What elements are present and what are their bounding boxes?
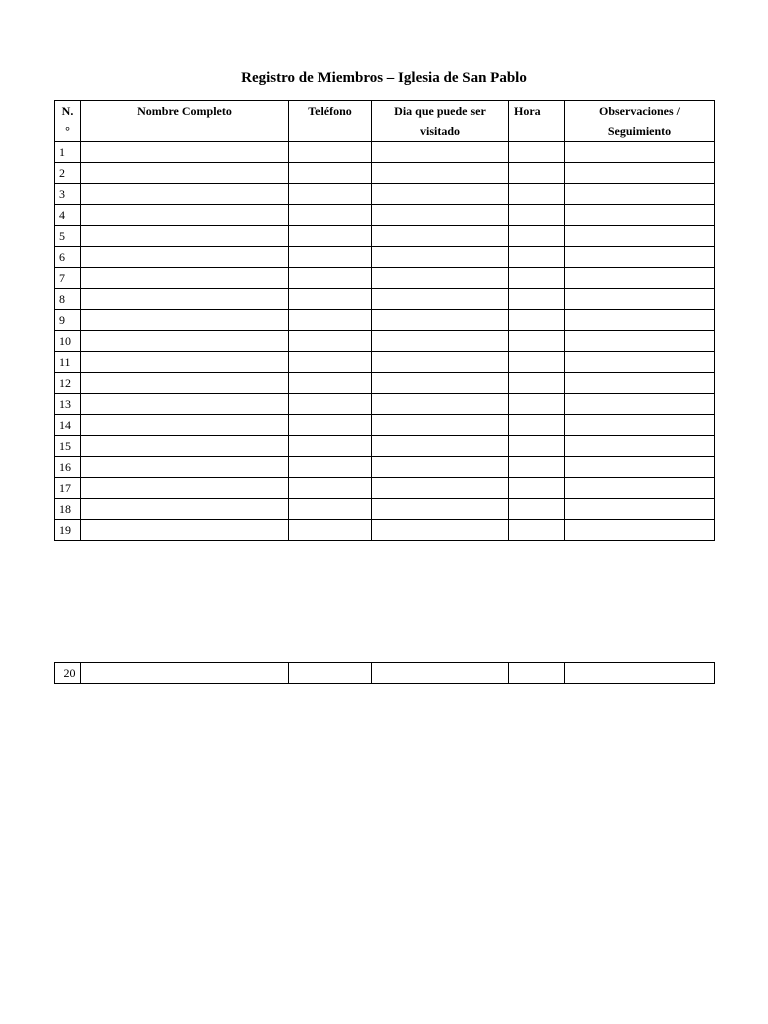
cell-full-name[interactable] bbox=[81, 436, 289, 457]
cell-visit-day[interactable] bbox=[372, 520, 509, 541]
cell-visit-day[interactable] bbox=[372, 289, 509, 310]
cell-notes[interactable] bbox=[565, 415, 715, 436]
header-hour: Hora bbox=[509, 101, 565, 142]
cell-notes[interactable] bbox=[565, 394, 715, 415]
cell-visit-day[interactable] bbox=[372, 478, 509, 499]
row-number: 20 bbox=[55, 663, 81, 684]
row-number: 10 bbox=[55, 331, 81, 352]
cell-full-name[interactable] bbox=[81, 268, 289, 289]
cell-visit-day[interactable] bbox=[372, 373, 509, 394]
cell-notes[interactable] bbox=[565, 520, 715, 541]
cell-hour[interactable] bbox=[509, 436, 565, 457]
row-number: 4 bbox=[55, 205, 81, 226]
table-row bbox=[55, 457, 715, 478]
cell-visit-day[interactable] bbox=[372, 663, 509, 684]
row-number: 11 bbox=[55, 352, 81, 373]
cell-hour[interactable] bbox=[509, 310, 565, 331]
cell-phone[interactable] bbox=[289, 331, 372, 352]
table-row bbox=[55, 373, 715, 394]
table-row bbox=[55, 247, 715, 268]
cell-full-name[interactable] bbox=[81, 352, 289, 373]
cell-full-name[interactable] bbox=[81, 247, 289, 268]
cell-hour[interactable] bbox=[509, 499, 565, 520]
cell-full-name[interactable] bbox=[81, 457, 289, 478]
row-number: 5 bbox=[55, 226, 81, 247]
cell-visit-day[interactable] bbox=[372, 310, 509, 331]
cell-visit-day[interactable] bbox=[372, 247, 509, 268]
header-full-name: Nombre Completo bbox=[81, 101, 289, 142]
cell-phone[interactable] bbox=[289, 520, 372, 541]
cell-notes[interactable] bbox=[565, 310, 715, 331]
cell-full-name[interactable] bbox=[81, 415, 289, 436]
cell-phone[interactable] bbox=[289, 247, 372, 268]
cell-hour[interactable] bbox=[509, 205, 565, 226]
table-row bbox=[55, 163, 715, 184]
cell-hour[interactable] bbox=[509, 268, 565, 289]
cell-full-name[interactable] bbox=[81, 226, 289, 247]
cell-visit-day[interactable] bbox=[372, 331, 509, 352]
cell-visit-day[interactable] bbox=[372, 415, 509, 436]
cell-hour[interactable] bbox=[509, 520, 565, 541]
row-number: 16 bbox=[55, 457, 81, 478]
cell-phone[interactable] bbox=[289, 205, 372, 226]
cell-phone[interactable] bbox=[289, 663, 372, 684]
table-row bbox=[55, 520, 715, 541]
cell-full-name[interactable] bbox=[81, 184, 289, 205]
cell-notes[interactable] bbox=[565, 142, 715, 163]
row-number: 6 bbox=[55, 247, 81, 268]
cell-phone[interactable] bbox=[289, 478, 372, 499]
cell-full-name[interactable] bbox=[81, 663, 289, 684]
cell-notes[interactable] bbox=[565, 247, 715, 268]
cell-visit-day[interactable] bbox=[372, 499, 509, 520]
cell-notes[interactable] bbox=[565, 331, 715, 352]
cell-hour[interactable] bbox=[509, 289, 565, 310]
cell-phone[interactable] bbox=[289, 226, 372, 247]
cell-phone[interactable] bbox=[289, 373, 372, 394]
table-row bbox=[55, 205, 715, 226]
header-notes: Observaciones / Seguimiento bbox=[565, 101, 715, 142]
cell-phone[interactable] bbox=[289, 289, 372, 310]
cell-full-name[interactable] bbox=[81, 142, 289, 163]
cell-notes[interactable] bbox=[565, 226, 715, 247]
cell-phone[interactable] bbox=[289, 310, 372, 331]
cell-phone[interactable] bbox=[289, 436, 372, 457]
row-number: 17 bbox=[55, 478, 81, 499]
cell-notes[interactable] bbox=[565, 163, 715, 184]
cell-visit-day[interactable] bbox=[372, 142, 509, 163]
cell-notes[interactable] bbox=[565, 205, 715, 226]
cell-full-name[interactable] bbox=[81, 289, 289, 310]
cell-notes[interactable] bbox=[565, 499, 715, 520]
cell-hour[interactable] bbox=[509, 373, 565, 394]
cell-notes[interactable] bbox=[565, 663, 715, 684]
table-row bbox=[55, 436, 715, 457]
header-phone: Teléfono bbox=[289, 101, 372, 142]
row-number: 13 bbox=[55, 394, 81, 415]
table-row bbox=[55, 415, 715, 436]
cell-full-name[interactable] bbox=[81, 478, 289, 499]
cell-phone[interactable] bbox=[289, 268, 372, 289]
cell-notes[interactable] bbox=[565, 289, 715, 310]
cell-notes[interactable] bbox=[565, 184, 715, 205]
cell-hour[interactable] bbox=[509, 457, 565, 478]
row-number: 3 bbox=[55, 184, 81, 205]
cell-notes[interactable] bbox=[565, 457, 715, 478]
cell-visit-day[interactable] bbox=[372, 436, 509, 457]
cell-phone[interactable] bbox=[289, 352, 372, 373]
cell-phone[interactable] bbox=[289, 457, 372, 478]
cell-phone[interactable] bbox=[289, 499, 372, 520]
cell-notes[interactable] bbox=[565, 436, 715, 457]
table-row bbox=[55, 499, 715, 520]
table-row bbox=[55, 352, 715, 373]
cell-phone[interactable] bbox=[289, 163, 372, 184]
cell-hour[interactable] bbox=[509, 247, 565, 268]
table-row bbox=[55, 394, 715, 415]
cell-hour[interactable] bbox=[509, 663, 565, 684]
cell-hour[interactable] bbox=[509, 415, 565, 436]
cell-visit-day[interactable] bbox=[372, 457, 509, 478]
cell-full-name[interactable] bbox=[81, 499, 289, 520]
cell-hour[interactable] bbox=[509, 352, 565, 373]
table-row bbox=[55, 142, 715, 163]
cell-visit-day[interactable] bbox=[372, 226, 509, 247]
cell-visit-day[interactable] bbox=[372, 352, 509, 373]
table-row bbox=[55, 268, 715, 289]
cell-notes[interactable] bbox=[565, 373, 715, 394]
cell-full-name[interactable] bbox=[81, 310, 289, 331]
member-register-table-continued bbox=[54, 662, 715, 684]
member-register-table bbox=[54, 100, 715, 541]
cell-hour[interactable] bbox=[509, 184, 565, 205]
cell-hour[interactable] bbox=[509, 163, 565, 184]
table-row bbox=[55, 310, 715, 331]
row-number: 8 bbox=[55, 289, 81, 310]
cell-hour[interactable] bbox=[509, 142, 565, 163]
row-number: 1 bbox=[55, 142, 81, 163]
cell-phone[interactable] bbox=[289, 142, 372, 163]
row-number: 15 bbox=[55, 436, 81, 457]
cell-full-name[interactable] bbox=[81, 331, 289, 352]
header-visit-day: Dia que puede ser visitado bbox=[372, 101, 509, 142]
cell-full-name[interactable] bbox=[81, 520, 289, 541]
table-row bbox=[55, 289, 715, 310]
row-number: 7 bbox=[55, 268, 81, 289]
cell-hour[interactable] bbox=[509, 478, 565, 499]
cell-visit-day[interactable] bbox=[372, 163, 509, 184]
row-number: 19 bbox=[55, 520, 81, 541]
row-number: 14 bbox=[55, 415, 81, 436]
cell-full-name[interactable] bbox=[81, 373, 289, 394]
table-row bbox=[55, 331, 715, 352]
cell-hour[interactable] bbox=[509, 331, 565, 352]
cell-visit-day[interactable] bbox=[372, 205, 509, 226]
row-number: 18 bbox=[55, 499, 81, 520]
cell-visit-day[interactable] bbox=[372, 184, 509, 205]
cell-full-name[interactable] bbox=[81, 163, 289, 184]
cell-notes[interactable] bbox=[565, 352, 715, 373]
cell-notes[interactable] bbox=[565, 478, 715, 499]
cell-visit-day[interactable] bbox=[372, 394, 509, 415]
cell-phone[interactable] bbox=[289, 184, 372, 205]
document-title: Registro de Miembros – Iglesia de San Pablo bbox=[241, 70, 527, 86]
header-number: N. ° bbox=[55, 101, 81, 142]
cell-hour[interactable] bbox=[509, 394, 565, 415]
table-header-row bbox=[55, 101, 715, 142]
row-number: 2 bbox=[55, 163, 81, 184]
row-number: 9 bbox=[55, 310, 81, 331]
cell-full-name[interactable] bbox=[81, 394, 289, 415]
cell-hour[interactable] bbox=[509, 226, 565, 247]
table-row bbox=[55, 663, 715, 684]
cell-full-name[interactable] bbox=[81, 205, 289, 226]
table-row bbox=[55, 478, 715, 499]
table-row bbox=[55, 226, 715, 247]
cell-phone[interactable] bbox=[289, 415, 372, 436]
row-number: 12 bbox=[55, 373, 81, 394]
cell-visit-day[interactable] bbox=[372, 268, 509, 289]
cell-notes[interactable] bbox=[565, 268, 715, 289]
cell-phone[interactable] bbox=[289, 394, 372, 415]
table-row bbox=[55, 184, 715, 205]
